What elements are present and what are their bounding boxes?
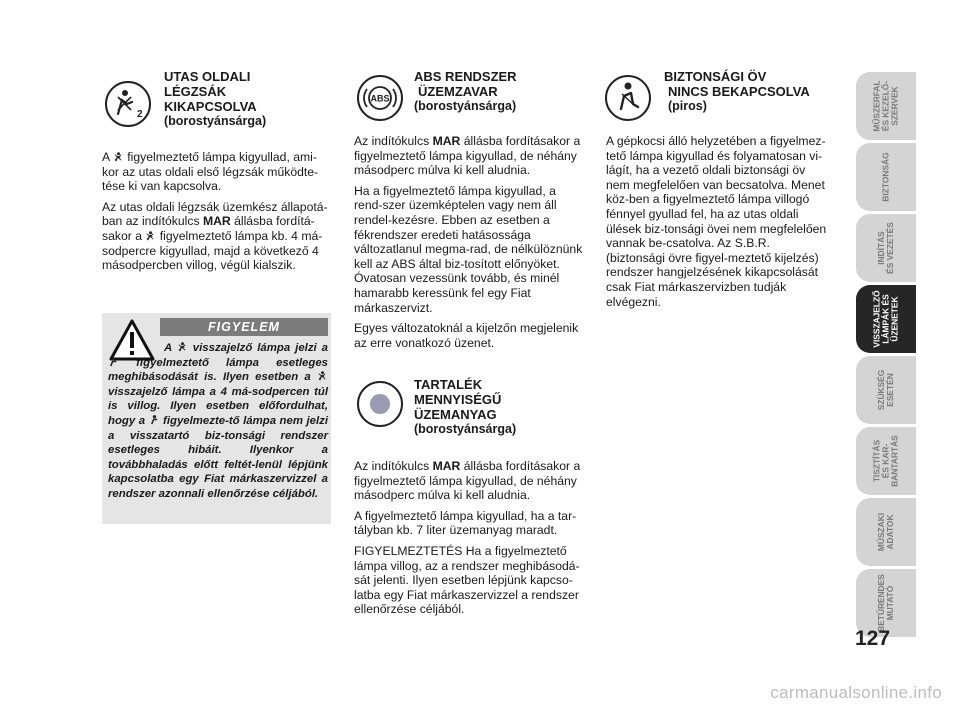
tab-emergency[interactable]: SZÜKSÉG ESETÉN	[856, 356, 916, 424]
watermark: carmanualsonline.info	[770, 683, 942, 702]
tab-starting-driving[interactable]: INDÍTÁS ÉS VEZETÉS	[856, 214, 916, 282]
airbag-off-inline-icon	[113, 151, 124, 162]
svg-text:ABS: ABS	[370, 93, 390, 104]
warning-text: A visszajelző lámpa jelzi a figyelmeztető lámpa esetleges meghibásodását is. Ilyen esetben a visszajelző lámpa a 4 má-sodpercen túl is villog. Ilyen esetben előfordulhat, hogy a figyelmezte-tő lámpa nem jelzi a visszatartó biz-tonsági rendszer esetleges hibáit. Ilyenkor a továbbhaladás előtt feltét-lenül lépjünk kapcsolatba egy Fiat márkaszervizzel a rendszer azonnali ellenőrzése céljából.	[108, 342, 329, 500]
airbag-text: A figyelmeztető lámpa kigyullad, ami-kor az utas oldali első légzsák működte-tése ki van kapcsolva. Az utas oldali légzsák üzemkész állapotá-ban az indítókulcs MAR állásba fordítá-sakor a figyelmeztető lámpa kb. 4 má-sodpercre kigyullad, majd a következő 4 másodpercben villog, végül kialszik.	[102, 150, 328, 273]
belt-text: A gépkocsi álló helyzetében a figyelmez-tető lámpa kigyullad és folyamatosan vi-lágít, ha a vezető oldali biztonsági öv nem megfelelően van becsatolva. Menet köz-ben a figyelmeztető lámpa villogó fénnyel gyullad fel, ha az utas oldali ülések biz-tonsági övei nem megfelelően vannak be-csatolva. Az S.B.R. (biztonsági övre figyel-meztető kijelzés) rendszer hangjelzésének kikapcsolását csak Fiat márkaszervizben tudják elvégezni.	[606, 134, 827, 309]
fuel-reserve-icon	[356, 380, 404, 428]
airbag-off-inline-icon	[317, 370, 328, 381]
tab-maintenance[interactable]: TISZTÍTÁS ÉS KAR- BANTARTÁS	[856, 427, 916, 495]
page-number: 127	[855, 627, 891, 650]
tab-technical-data[interactable]: MŰSZAKI ADATOK	[856, 498, 916, 566]
tab-safety[interactable]: BIZTONSÁG	[856, 143, 916, 211]
tab-warning-lights[interactable]: VISSZAJELZŐ LÁMPÁK ÉS ÜZENETEK	[856, 285, 916, 353]
seatbelt-icon	[604, 74, 652, 122]
warning-title: FIGYELEM	[160, 318, 328, 336]
tab-index[interactable]: BETŰRENDES MUTATÓ	[856, 569, 916, 637]
tab-instrument-panel[interactable]: MŰSZERFAL ÉS KEZELŐ- SZERVEK	[856, 72, 916, 140]
airbag-off-icon	[104, 80, 152, 128]
warning-box	[102, 313, 331, 524]
abs-heading: ABS RENDSZER ÜZEMZAVAR (borostyánsárga)	[414, 69, 517, 113]
airbag-off-inline-icon	[145, 230, 156, 241]
abs-text: Az indítókulcs MAR állásba fordításakor a figyelmeztető lámpa kigyullad, de néhány másodperc múlva ki kell aludnia. Ha a figyelmeztető lámpa kigyullad, a rend-szer üzemképtelen vagy nem áll rendel-kezésre. Ebben az esetben a fékrendszer eredeti hatásossága változatlanul megma-rad, de nélkülöznünk kell az ABS által biz-tosított előnyöket. Óvatosan vezessünk tovább, és minél hamarabb keressünk fel egy Fiat márkaszervizt. Egyes változatoknál a kijelzőn megjelenik az erre vonatkozó üzenet.	[354, 134, 583, 350]
airbag-inline-icon	[108, 356, 119, 367]
fuel-heading: TARTALÉK MENNYISÉGŰ ÜZEMANYAG (borostyánsárga)	[414, 377, 517, 436]
belt-heading: BIZTONSÁGI ÖV NINCS BEKAPCSOLVA (piros)	[664, 69, 810, 113]
fuel-text: Az indítókulcs MAR állásba fordításakor a figyelmeztető lámpa kigyullad, de néhány másodperc múlva ki kell aludnia. A figyelmeztető lámpa kigyullad, ha a tar-tályban kb. 7 liter üzemanyag maradt. FIGYELMEZTETÉS Ha a figyelmeztető lámpa villog, az a rendszer meghibásodá-sát jelenti. Ilyen esetben lépjünk kapcso-latba egy Fiat márkaszervizzel a rendszer ellenőrzése céljából.	[354, 459, 581, 617]
airbag-heading: UTAS OLDALI LÉGZSÁK KIKAPCSOLVA (borostyánsárga)	[164, 69, 267, 128]
airbag-inline-icon	[149, 414, 160, 425]
abs-icon	[356, 74, 404, 122]
airbag-off-inline-icon	[177, 341, 188, 352]
svg-text:2: 2	[137, 109, 143, 120]
